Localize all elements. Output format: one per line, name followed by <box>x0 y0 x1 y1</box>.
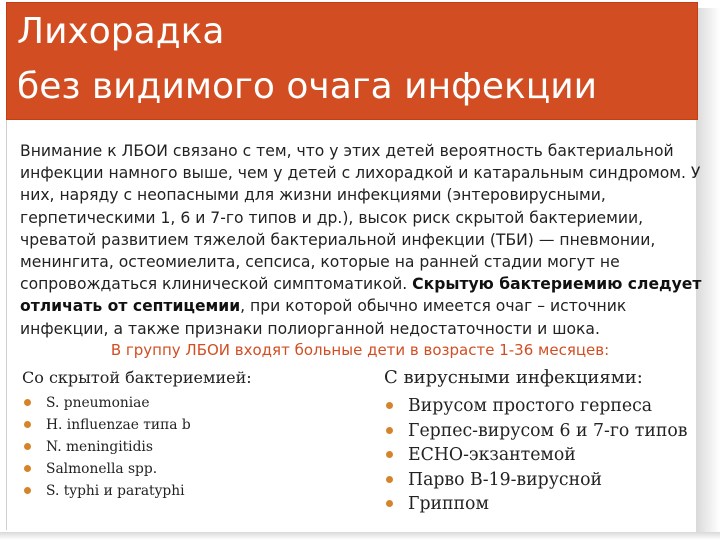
list-item <box>384 419 688 444</box>
list-item <box>22 414 191 436</box>
slide-shadow-right <box>696 8 720 540</box>
body-paragraph <box>20 140 702 340</box>
list-item-text: Герпес-вирусом 6 и 7-го типов <box>408 420 688 441</box>
paragraph-line <box>20 229 692 251</box>
bullet-icon <box>24 399 31 406</box>
right-bullet-list <box>384 394 688 517</box>
bullet-icon <box>24 487 31 494</box>
bullet-icon <box>386 500 393 507</box>
paragraph-line <box>20 251 692 273</box>
bold-text: отличать от септицемии <box>20 297 241 316</box>
text-run: инфекции намного выше, чем у детей с лихорадкой и катаральным синдромом. У <box>20 164 701 183</box>
text-run: инфекции, а также признаки полиорганной недостаточности и шока. <box>20 319 600 338</box>
slide-shadow-bottom <box>0 532 720 540</box>
list-item-text: S. pneumoniae <box>46 395 150 411</box>
left-bullet-list <box>22 392 191 502</box>
paragraph-line <box>20 162 701 184</box>
text-run: них, наряду с неопасными для жизни инфекциями (энтеровирусными, <box>20 186 606 205</box>
bold-text: Скрытую бактериемию следует <box>412 275 702 294</box>
bullet-icon <box>386 476 393 483</box>
text-run: сопровождаться клинической симптоматикой. <box>20 275 413 294</box>
list-item-text: Вирусом простого герпеса <box>408 396 653 416</box>
list-item <box>22 480 191 502</box>
list-item-text: Гриппом <box>408 494 489 514</box>
list-item-text: Парво В-19-вирусной <box>408 469 603 490</box>
title-bar <box>6 2 698 120</box>
list-item <box>384 492 688 517</box>
bullet-icon <box>24 465 31 472</box>
list-item <box>22 458 191 480</box>
slide-title-line-1: Лихорадка <box>17 11 225 52</box>
paragraph-line <box>20 273 702 295</box>
list-item-text: Salmonella spp. <box>46 461 158 477</box>
list-item-text: N. meningitidis <box>46 439 153 455</box>
paragraph-line <box>20 207 692 229</box>
list-item <box>22 436 191 458</box>
list-item-text: S. typhi и paratyphi <box>46 483 185 499</box>
list-item <box>384 468 688 493</box>
group-subtitle: В группу ЛБОИ входят больные дети в возрасте 1-36 месяцев: <box>110 341 610 359</box>
text-run: , при которой обычно имеется очаг – источник <box>240 297 627 316</box>
list-item <box>22 392 191 414</box>
slide-title-line-2: без видимого очага инфекции <box>17 66 598 107</box>
bullet-icon <box>386 402 393 409</box>
bullet-icon <box>386 451 393 458</box>
text-run: Внимание к ЛБОИ связано с тем, что у этих детей вероятность бактериальной <box>20 142 674 160</box>
bullet-icon <box>24 421 31 428</box>
text-run: чреватой развитием тяжелой бактериальной инфекции (ТБИ) — пневмонии, <box>20 230 656 249</box>
list-item <box>384 394 688 419</box>
list-item-text: H. influenzae типа b <box>46 417 191 433</box>
list-item <box>384 443 688 468</box>
right-column-heading: С вирусными инфекциями: <box>384 367 643 388</box>
paragraph-line <box>20 318 692 340</box>
slide-left-edge <box>6 120 7 530</box>
text-run: герпетическими 1, 6 и 7-го типов и др.), высок риск скрытой бактериемии, <box>20 208 644 227</box>
paragraph-line <box>20 140 692 162</box>
paragraph-line <box>20 184 692 206</box>
bullet-icon <box>24 443 31 450</box>
bullet-icon <box>386 427 393 434</box>
left-column-heading: Со скрытой бактериемией: <box>22 368 252 387</box>
text-run: менингита, остеомиелита, сепсиса, которые на ранней стадии могут не <box>20 253 620 272</box>
list-item-text: ЕСНО-экзантемой <box>408 445 576 465</box>
paragraph-line <box>20 295 692 317</box>
